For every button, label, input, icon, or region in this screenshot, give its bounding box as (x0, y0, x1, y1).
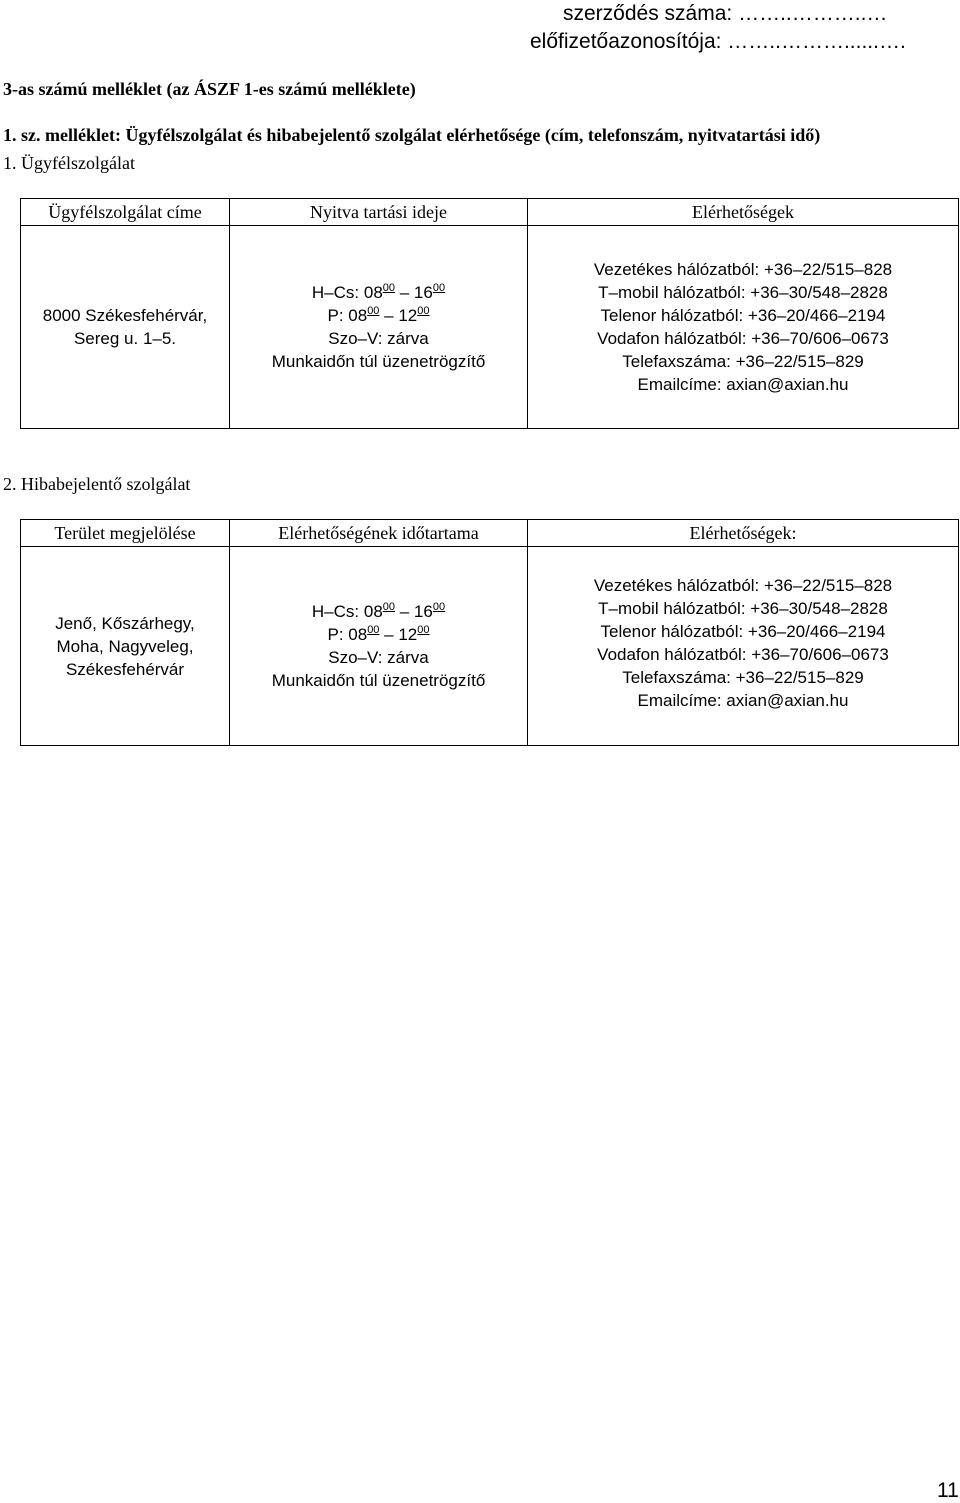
annex-subtitle: 1. sz. melléklet: Ügyfélszolgálat és hibabejelentő szolgálat elérhetősége (cím, telefonszám, nyitvatartási idő) (3, 125, 821, 145)
opening-hours-cell (230, 226, 528, 429)
header-address: Ügyfélszolgálat címe (21, 199, 230, 226)
area-cell (21, 547, 230, 746)
annex-title: 3-as számú melléklet (az ÁSZF 1-es számú melléklete) (3, 79, 416, 99)
fault-report-table (20, 519, 959, 746)
contact-line: Telenor hálózatból: +36–20/466–2194 (600, 306, 886, 325)
area-line: Moha, Nagyveleg, (56, 636, 194, 656)
table-row (21, 226, 959, 429)
availability-cell (230, 547, 528, 746)
hours-friday: P: $08^{00} - 12^{00}$ (327, 305, 430, 325)
customer-service-table (20, 198, 959, 429)
table-row (21, 547, 959, 746)
hours-weekday: H–Cs: $08^{00} - 16^{00}$ (311, 601, 446, 621)
page-number: 11 (937, 1479, 959, 1502)
area-line: Székesfehérvár (65, 659, 185, 679)
contact-line: Telefaxszáma: +36–22/515–829 (622, 668, 864, 687)
contact-line: Vodafon hálózatból: +36–70/606–0673 (597, 645, 889, 664)
contacts-cell (528, 226, 959, 429)
table-header-row (21, 520, 959, 547)
address-cell (21, 226, 230, 429)
section2-title: 2. Hibabejelentő szolgálat (3, 474, 191, 494)
contact-line: Vodafon hálózatból: +36–70/606–0673 (597, 329, 889, 348)
header-contacts: Elérhetőségek (528, 199, 959, 226)
contact-line: Telefaxszáma: +36–22/515–829 (622, 352, 864, 371)
contact-line: T–mobil hálózatból: +36–30/548–2828 (598, 283, 888, 302)
hours-after-work: Munkaidőn túl üzenetrögzítő (271, 352, 486, 371)
contact-line: Vezetékes hálózatból: +36–22/515–828 (593, 260, 893, 279)
subscriber-id-line: előfizetőazonosítója: ……..………......…. (530, 30, 906, 53)
section1-title: 1. Ügyfélszolgálat (3, 153, 135, 173)
hours-friday: P: $08^{00} - 12^{00}$ (327, 624, 430, 644)
address-line: 8000 Székesfehérvár, (42, 306, 208, 325)
contract-number-line: szerződés száma: ……..………..… (563, 2, 888, 25)
table-header-row (21, 199, 959, 226)
hours-after-work: Munkaidőn túl üzenetrögzítő (271, 671, 486, 690)
contact-line: T–mobil hálózatból: +36–30/548–2828 (598, 599, 888, 618)
contacts-cell (528, 547, 959, 746)
hours-weekend: Szo–V: zárva (328, 648, 429, 667)
hours-weekday: H–Cs: $08^{00} - 16^{00}$ (311, 282, 446, 302)
area-line: Jenő, Kőszárhegy, (55, 613, 195, 633)
contact-email-line: Emailcíme: axian@axian.hu (637, 375, 849, 394)
header-availability-time: Elérhetőségének időtartama (230, 520, 528, 547)
header-contacts: Elérhetőségek: (528, 520, 959, 547)
contact-line: Telenor hálózatból: +36–20/466–2194 (600, 622, 886, 641)
address-line: Sereg u. 1–5. (73, 329, 177, 348)
header-area: Terület megjelölése (21, 520, 230, 547)
contact-email-line: Emailcíme: axian@axian.hu (637, 691, 849, 710)
hours-weekend: Szo–V: zárva (328, 329, 429, 348)
header-opening-hours: Nyitva tartási ideje (230, 199, 528, 226)
contact-line: Vezetékes hálózatból: +36–22/515–828 (593, 576, 893, 595)
